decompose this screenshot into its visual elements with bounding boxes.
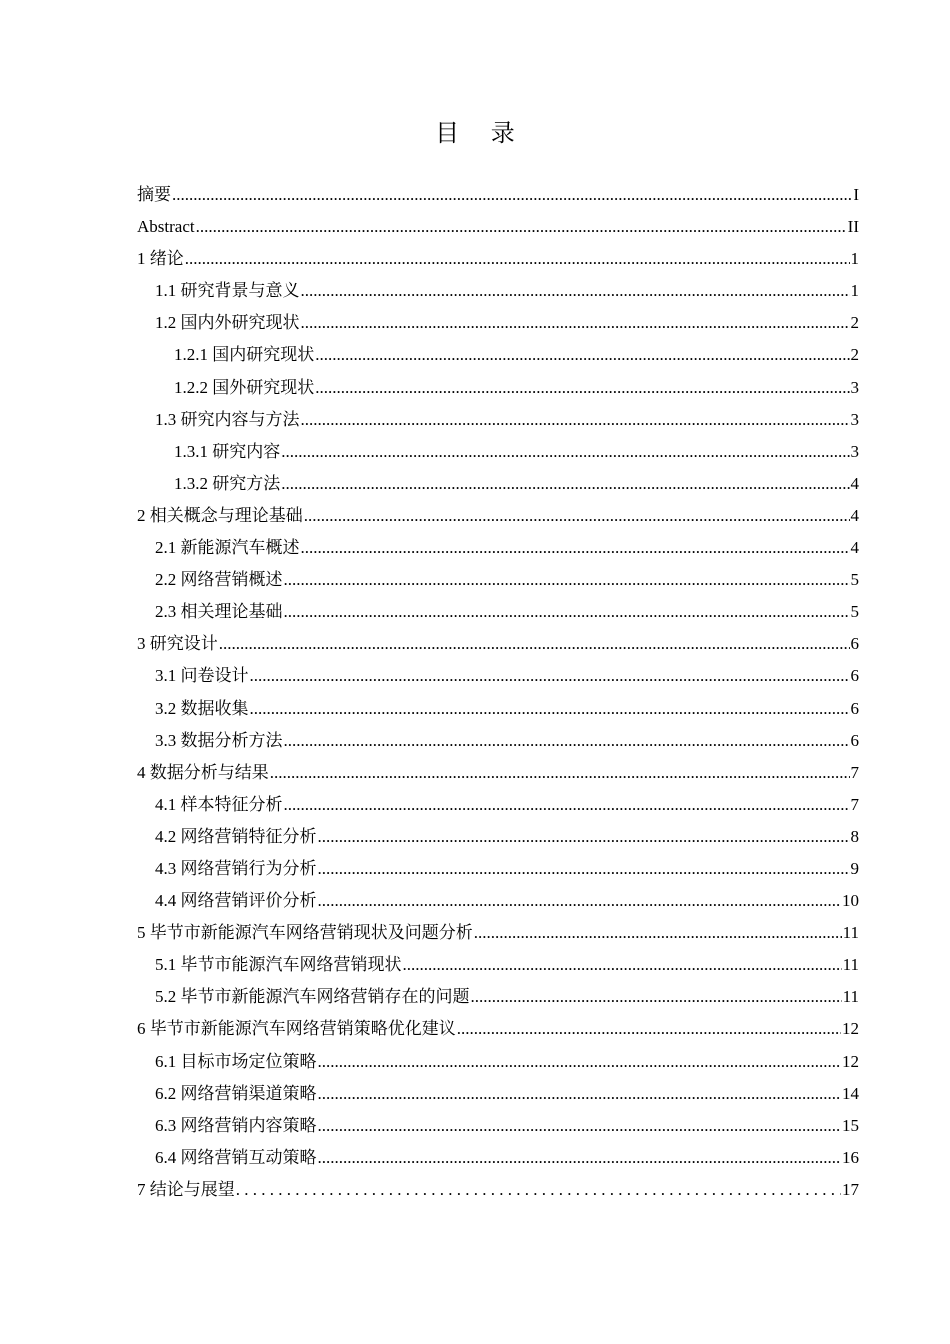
toc-entry-page-number: 12 bbox=[842, 1019, 859, 1039]
toc-entry-page-number: 16 bbox=[842, 1147, 859, 1167]
toc-entry-page-number: 1 bbox=[850, 249, 859, 269]
toc-entry bbox=[137, 436, 859, 468]
toc-entry bbox=[137, 949, 859, 981]
toc-dot-leader bbox=[250, 660, 850, 692]
toc-entry bbox=[137, 275, 859, 307]
toc-entry-label: 2.3 相关理论基础 bbox=[155, 602, 283, 622]
toc-dot-leader bbox=[172, 179, 852, 211]
toc-entry-label: 6.4 网络营销互动策略 bbox=[155, 1147, 317, 1167]
toc-entry bbox=[137, 628, 859, 660]
toc-entry-page-number: 11 bbox=[842, 923, 859, 943]
toc-entry bbox=[137, 211, 859, 243]
toc-dot-leader bbox=[196, 211, 847, 243]
toc-entry-label: 3.1 问卷设计 bbox=[155, 666, 249, 686]
toc-dot-leader bbox=[318, 1046, 842, 1078]
toc-entry-page-number: 12 bbox=[842, 1051, 859, 1071]
toc-dot-leader bbox=[284, 596, 850, 628]
toc-entry-label: 2.2 网络营销概述 bbox=[155, 570, 283, 590]
toc-entry-label: 3 研究设计 bbox=[137, 634, 218, 654]
toc-entry-label: 1.3.1 研究内容 bbox=[174, 441, 281, 461]
toc-entry bbox=[137, 372, 859, 404]
toc-entry-page-number: 5 bbox=[850, 602, 859, 622]
toc-entry-page-number: 10 bbox=[842, 891, 859, 911]
toc-dot-leader bbox=[236, 1174, 841, 1206]
toc-entry-page-number: 15 bbox=[842, 1115, 859, 1135]
toc-entry bbox=[137, 179, 859, 211]
toc-dot-leader bbox=[185, 243, 850, 275]
toc-entry bbox=[137, 821, 859, 853]
toc-dot-leader bbox=[304, 500, 850, 532]
toc-entry bbox=[137, 1078, 859, 1110]
toc-entry bbox=[137, 981, 859, 1013]
toc-entry-page-number: 4 bbox=[850, 473, 859, 493]
toc-entry-page-number: 6 bbox=[850, 698, 859, 718]
toc-entry-label: 6.3 网络营销内容策略 bbox=[155, 1115, 317, 1135]
toc-entry-label: 1.2.1 国内研究现状 bbox=[174, 345, 315, 365]
toc-dot-leader bbox=[471, 981, 842, 1013]
toc-entry bbox=[137, 1046, 859, 1078]
toc-dot-leader bbox=[318, 885, 842, 917]
toc-entry-page-number: 11 bbox=[842, 987, 859, 1007]
toc-entry-page-number: 5 bbox=[850, 570, 859, 590]
toc-entry-label: 4.1 样本特征分析 bbox=[155, 794, 283, 814]
toc-entry-label: 6.2 网络营销渠道策略 bbox=[155, 1083, 317, 1103]
toc-dot-leader bbox=[318, 1078, 842, 1110]
toc-entry-page-number: 2 bbox=[850, 345, 859, 365]
toc-entry-label: 3.3 数据分析方法 bbox=[155, 730, 283, 750]
toc-dot-leader bbox=[281, 436, 849, 468]
toc-dot-leader bbox=[318, 1142, 842, 1174]
toc-entry-label: 4.2 网络营销特征分析 bbox=[155, 826, 317, 846]
toc-entry-page-number: 3 bbox=[850, 409, 859, 429]
toc-entry-page-number: I bbox=[853, 185, 859, 204]
toc-entry-label: 2.1 新能源汽车概述 bbox=[155, 538, 300, 558]
toc-entry bbox=[137, 564, 859, 596]
toc-dot-leader bbox=[318, 1110, 842, 1142]
toc-entry-page-number: II bbox=[847, 217, 859, 237]
toc-entry-label: Abstract bbox=[137, 217, 195, 237]
toc-entry-page-number: 3 bbox=[850, 377, 859, 397]
toc-entry-page-number: 7 bbox=[850, 762, 859, 782]
toc-entry bbox=[137, 468, 859, 500]
toc-entry bbox=[137, 725, 859, 757]
toc-entry bbox=[137, 1110, 859, 1142]
toc-dot-leader bbox=[318, 821, 850, 853]
toc-entry bbox=[137, 500, 859, 532]
toc-list bbox=[137, 179, 859, 1206]
toc-entry-page-number: 2 bbox=[850, 313, 859, 333]
toc-entry-label: 3.2 数据收集 bbox=[155, 698, 249, 718]
toc-entry bbox=[137, 1013, 859, 1045]
toc-entry-label: 1.2.2 国外研究现状 bbox=[174, 377, 315, 397]
toc-entry bbox=[137, 404, 859, 436]
toc-dot-leader bbox=[250, 693, 850, 725]
toc-dot-leader bbox=[284, 564, 850, 596]
toc-dot-leader bbox=[301, 404, 850, 436]
toc-entry-label: 4.4 网络营销评价分析 bbox=[155, 891, 317, 911]
toc-title: 目 录 bbox=[435, 119, 527, 147]
toc-dot-leader bbox=[281, 468, 849, 500]
toc-entry-page-number: 6 bbox=[850, 634, 859, 654]
toc-dot-leader bbox=[318, 853, 850, 885]
toc-dot-leader bbox=[284, 789, 850, 821]
toc-entry-page-number: 14 bbox=[842, 1083, 859, 1103]
toc-entry-label: 1.2 国内外研究现状 bbox=[155, 313, 300, 333]
toc-entry-page-number: 4 bbox=[850, 538, 859, 558]
toc-entry-page-number: 6 bbox=[850, 730, 859, 750]
toc-entry bbox=[137, 885, 859, 917]
toc-dot-leader bbox=[474, 917, 842, 949]
toc-entry bbox=[137, 532, 859, 564]
toc-entry-label: 1 绪论 bbox=[137, 249, 184, 269]
toc-entry-label: 5.2 毕节市新能源汽车网络营销存在的问题 bbox=[155, 987, 470, 1007]
toc-entry bbox=[137, 307, 859, 339]
toc-entry-label: 6.1 目标市场定位策略 bbox=[155, 1051, 317, 1071]
toc-dot-leader bbox=[301, 532, 850, 564]
toc-dot-leader bbox=[315, 372, 849, 404]
toc-entry-page-number: 3 bbox=[850, 441, 859, 461]
toc-dot-leader bbox=[270, 757, 850, 789]
toc-entry bbox=[137, 917, 859, 949]
toc-entry-page-number: 6 bbox=[850, 666, 859, 686]
toc-dot-leader bbox=[301, 275, 850, 307]
toc-entry bbox=[137, 853, 859, 885]
toc-entry-label: 7 结论与展望 bbox=[137, 1179, 235, 1199]
toc-entry bbox=[137, 757, 859, 789]
toc-entry-label: 4 数据分析与结果 bbox=[137, 762, 269, 782]
toc-entry-label: 4.3 网络营销行为分析 bbox=[155, 858, 317, 878]
toc-dot-leader bbox=[219, 628, 850, 660]
toc-entry-label: 5.1 毕节市能源汽车网络营销现状 bbox=[155, 955, 402, 975]
toc-dot-leader bbox=[457, 1013, 841, 1045]
toc-entry-page-number: 8 bbox=[850, 826, 859, 846]
toc-entry-page-number: 11 bbox=[842, 955, 859, 975]
toc-dot-leader bbox=[284, 725, 850, 757]
toc-entry bbox=[137, 1142, 859, 1174]
toc-entry bbox=[137, 1174, 859, 1206]
toc-entry-label: 1.3 研究内容与方法 bbox=[155, 409, 300, 429]
toc-entry-label: 摘要 bbox=[137, 185, 171, 204]
toc-entry bbox=[137, 596, 859, 628]
toc-entry-page-number: 9 bbox=[850, 858, 859, 878]
toc-dot-leader bbox=[403, 949, 842, 981]
toc-entry-page-number: 17 bbox=[842, 1179, 859, 1199]
toc-entry-label: 6 毕节市新能源汽车网络营销策略优化建议 bbox=[137, 1019, 456, 1039]
toc-dot-leader bbox=[315, 339, 849, 371]
toc-entry-label: 1.1 研究背景与意义 bbox=[155, 281, 300, 301]
toc-entry bbox=[137, 693, 859, 725]
toc-entry bbox=[137, 243, 859, 275]
toc-entry bbox=[137, 339, 859, 371]
toc-entry-page-number: 1 bbox=[850, 281, 859, 301]
toc-entry-page-number: 4 bbox=[850, 505, 859, 525]
toc-entry-label: 5 毕节市新能源汽车网络营销现状及问题分析 bbox=[137, 923, 473, 943]
toc-entry-page-number: 7 bbox=[850, 794, 859, 814]
toc-entry-label: 1.3.2 研究方法 bbox=[174, 473, 281, 493]
toc-entry bbox=[137, 660, 859, 692]
toc-entry-label: 2 相关概念与理论基础 bbox=[137, 505, 303, 525]
toc-dot-leader bbox=[301, 307, 850, 339]
toc-entry bbox=[137, 789, 859, 821]
